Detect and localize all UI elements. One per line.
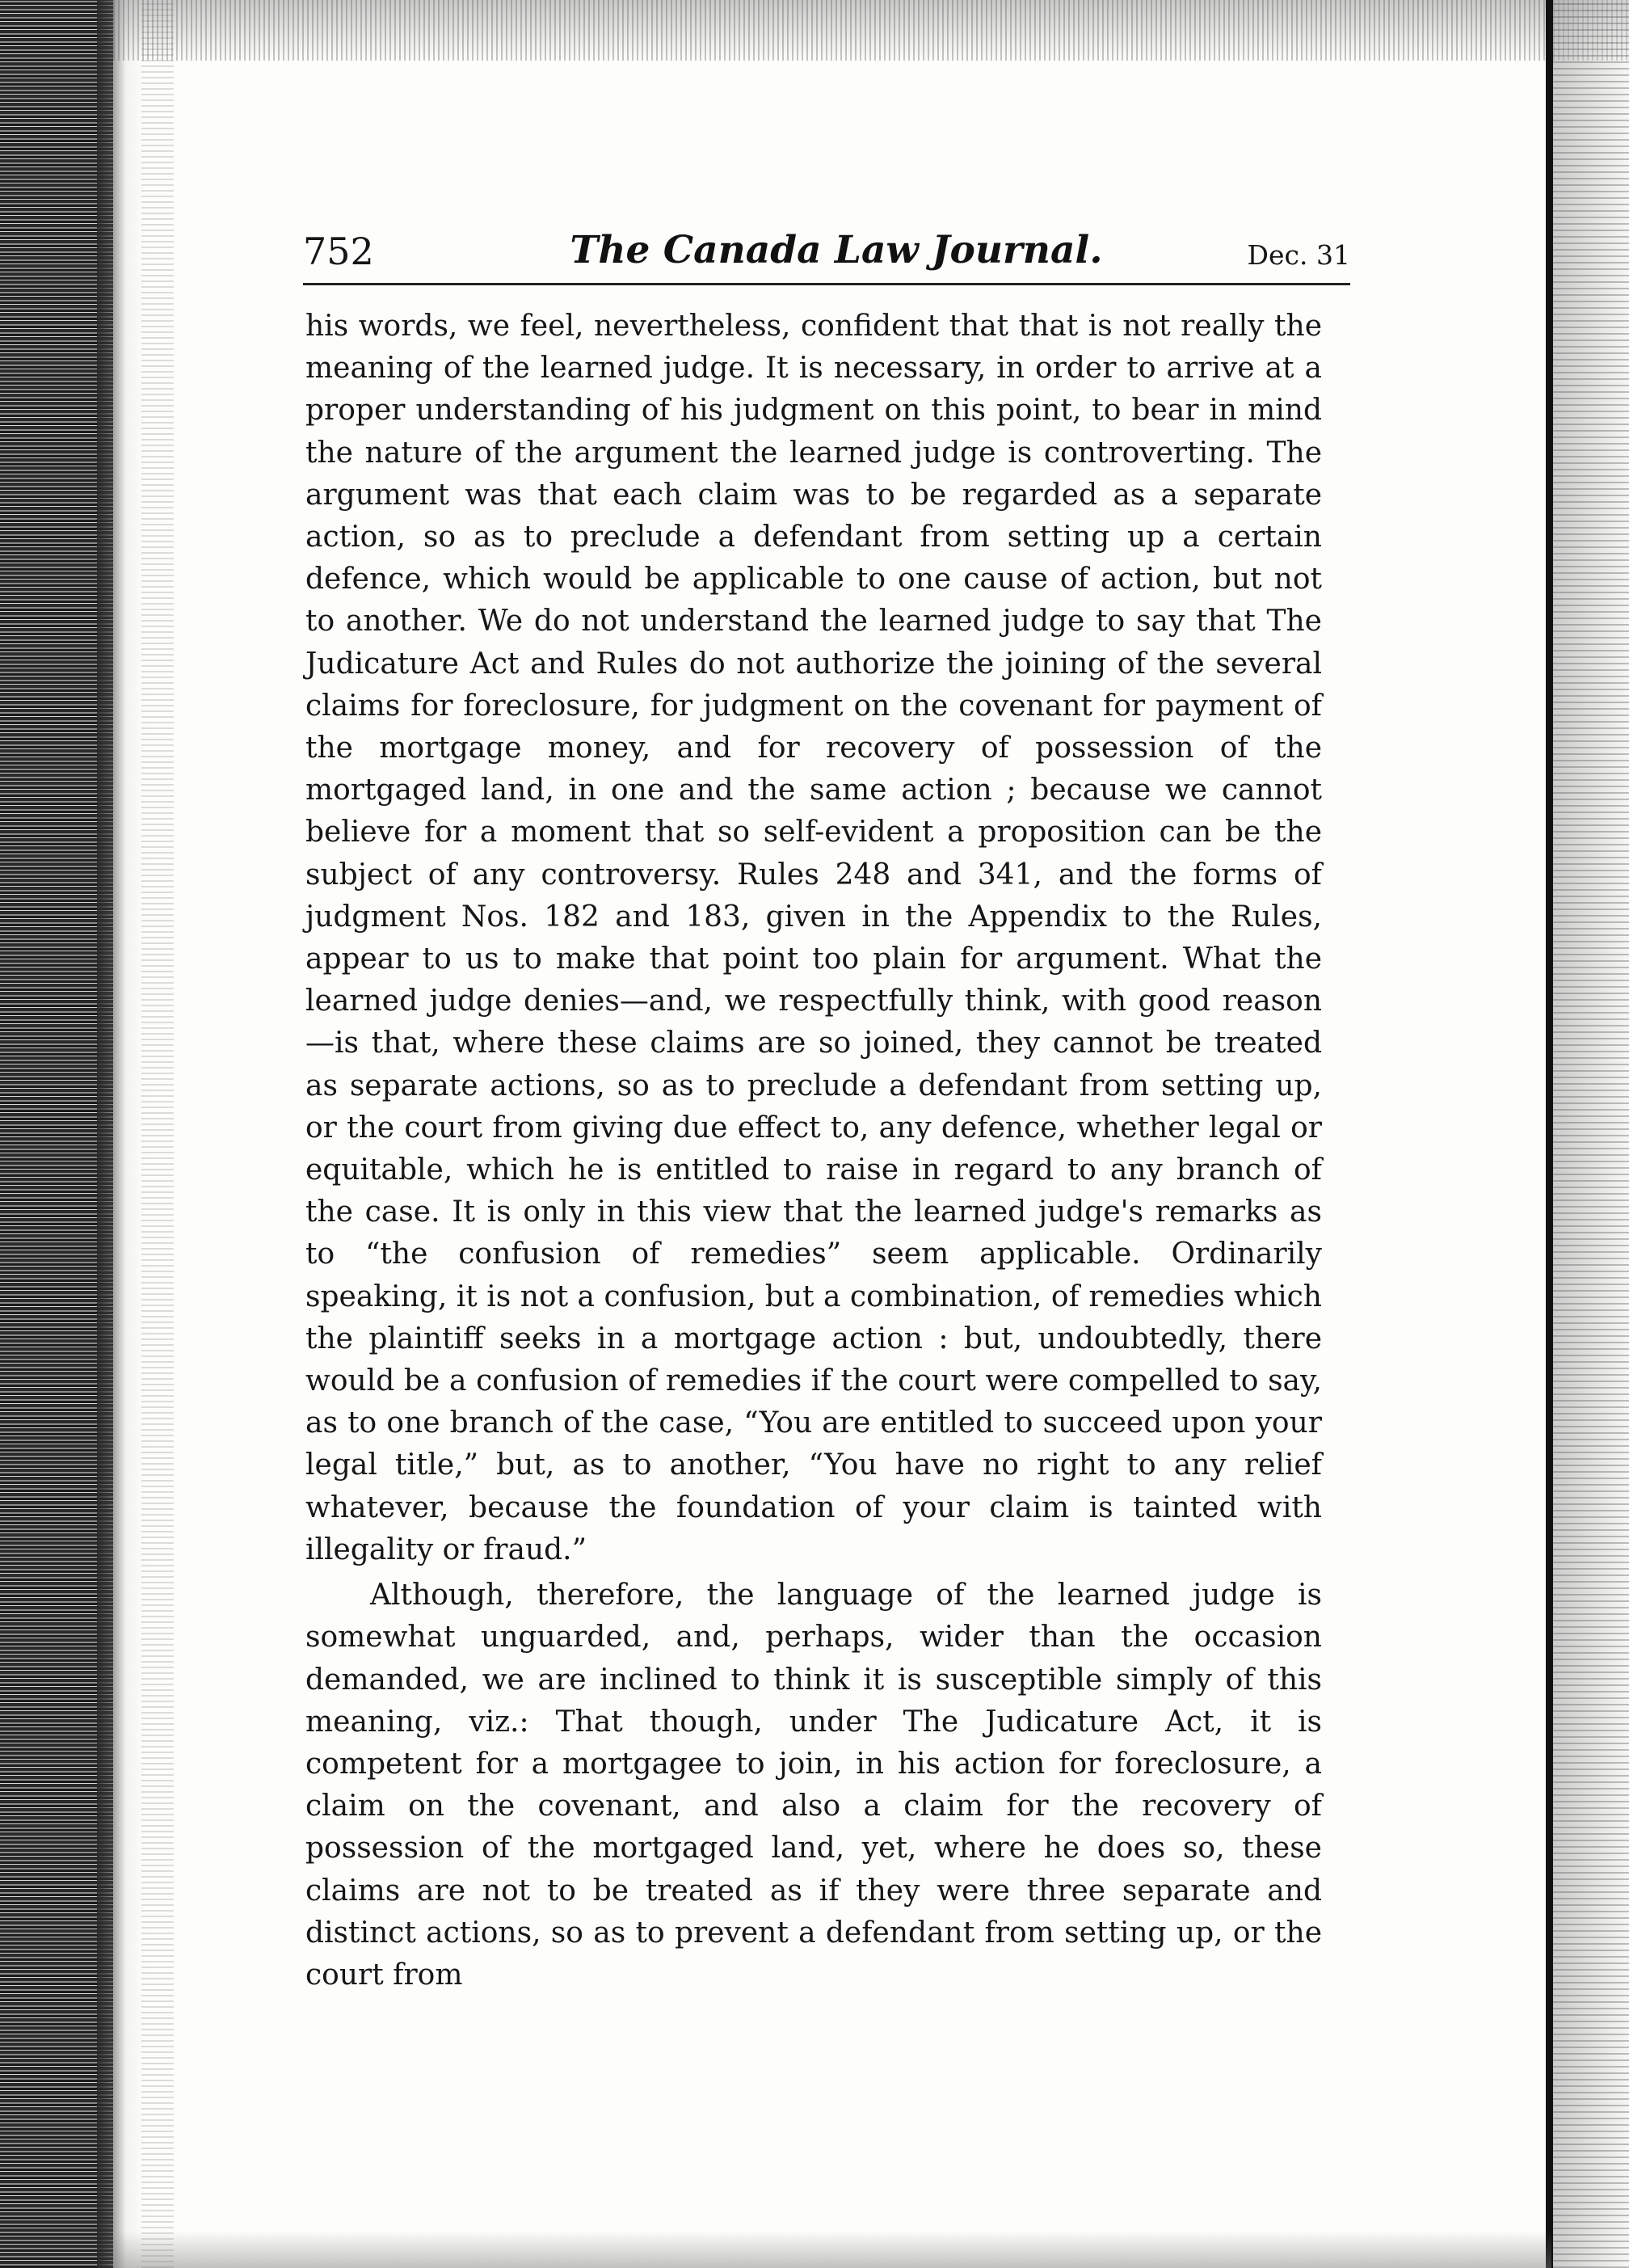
paragraph-1: his words, we feel, nevertheless, confident that that is not really the meaning of the learned judge. It is necessary, in order to arrive at a proper understanding of his judgment on this point, to bear in mind the nature of the argument the learned judge is controverting. The argument was that each claim was to be regarded as a separate action, so as to preclude a defendant from setting up a certain defence, which would be applicable to one cause of action, but not to another. We do not understand the learned judge to say that The Judicature Act and Rules do not authorize the joining of the several claims for foreclosure, for judgment on the covenant for payment of the mortgage money, and for recovery of possession of the mortgaged land, in one and the same action ; because we cannot believe for a moment that so self-evident a proposition can be the subject of any controversy. Rules 248 and 341, and the forms of judgment Nos. 182 and 183, given in the Appendix to the Rules, appear to us to make that point too plain for argument. What the learned judge denies—and, we respectfully think, with good reason—is that, where these claims are so joined, they cannot be treated as separate actions, so as to preclude a defendant from setting up, or the court from giving due effect to, any defence, whether legal or equitable, which he is entitled to raise in regard to any branch of the case. It is only in this view that the learned judge's remarks as to “the confusion of remedies” seem applicable. Ordinarily speaking, it is not a confusion, but a combination, of remedies which the plaintiff seeks in a mortgage action : but, undoubtedly, there would be a confusion of remedies if the court were compelled to say, as to one branch of the case, “You are entitled to succeed upon your legal title,” but, as to another, “You have no right to any relief whatever, because the foundation of your claim is tainted with illegality or fraud.” [305, 310, 1322, 1566]
running-header [303, 228, 1350, 280]
page-number: 752 [303, 230, 374, 273]
scan-left-edge [0, 0, 113, 2268]
scan-right-rule [1546, 0, 1553, 2268]
journal-title: The Canada Law Journal. [570, 228, 1103, 272]
scan-bottom-edge [113, 2231, 1551, 2268]
scan-top-edge [113, 0, 1629, 61]
scan-left-noise [141, 0, 174, 2268]
header-date: Dec. 31 [1247, 239, 1350, 271]
header-rule [303, 283, 1350, 285]
scan-left-shadow [97, 0, 145, 2268]
scan-right-edge [1553, 0, 1629, 2268]
article-body [305, 306, 1322, 1996]
paragraph-2: Although, therefore, the language of the learned judge is somewhat unguarded, and, perhaps, wider than the occasion demanded, we are inclined to think it is susceptible simply of this meaning, viz.: That though, under The Judicature Act, it is competent for a mortgagee to join, in his action for foreclosure, a claim on the covenant, and also a claim for the recovery of possession of the mortgaged land, yet, where he does so, these claims are not to be treated as if they were three separate and distinct actions, so as to prevent a defendant from setting up, or the court from [305, 1579, 1322, 1992]
